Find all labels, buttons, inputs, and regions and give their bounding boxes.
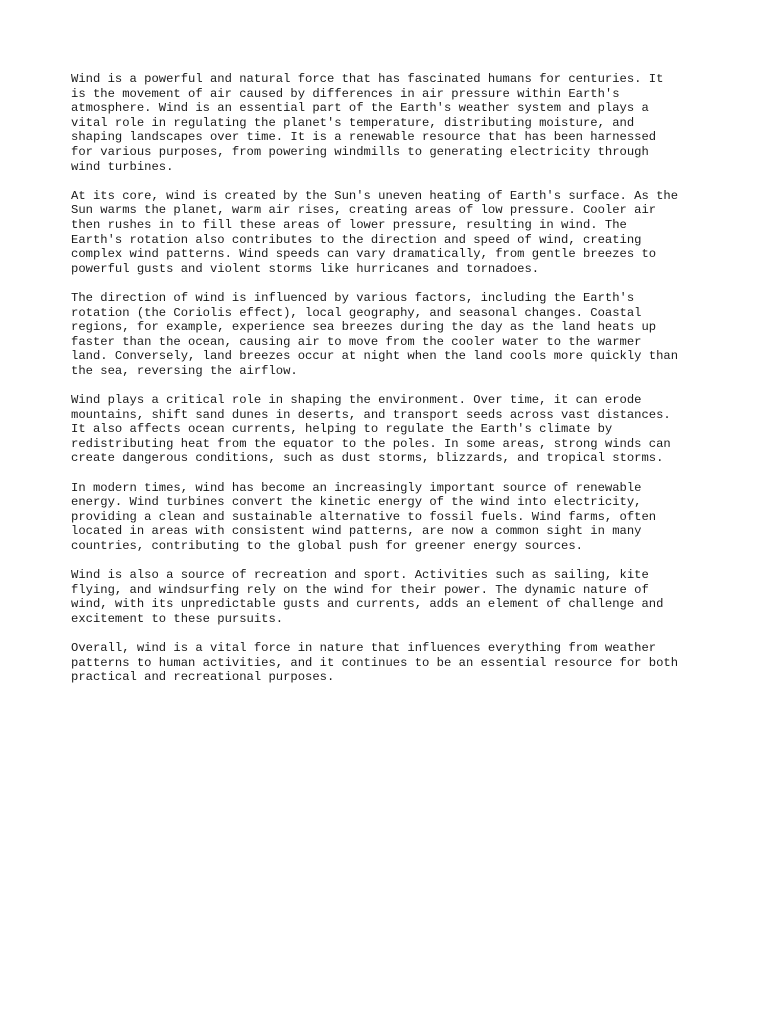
paragraph-conclusion: Overall, wind is a vital force in nature that influences everything from weather patterns to human activities, and it continues to be an essential resource for both practical and recreational purposes. bbox=[71, 641, 679, 685]
paragraph-environment: Wind plays a critical role in shaping the environment. Over time, it can erode mountains, shift sand dunes in deserts, and transport seeds across vast distances. It also affects ocean currents, helping to regulate the Earth's climate by redistributing heat from the equator to the poles. In some areas, strong winds can create dangerous conditions, such as dust storms, blizzards, and tropical storms. bbox=[71, 393, 671, 466]
paragraph-energy: In modern times, wind has become an increasingly important source of renewable energy. Wind turbines convert the kinetic energy of the wind into electricity, providing a clean and sustainable alternative to fossil fuels. Wind farms, often located in areas with consistent wind patterns, are now a common sight in many countries, contributing to the global push for greener energy sources. bbox=[71, 480, 657, 553]
paragraph-recreation: Wind is also a source of recreation and sport. Activities such as sailing, kite flying, and windsurfing rely on the wind for their power. The dynamic nature of wind, with its unpredictable gusts and currents, adds an element of challenge and excitement to these pursuits. bbox=[71, 568, 664, 626]
paragraph-direction: The direction of wind is influenced by various factors, including the Earth's rotation (the Coriolis effect), local geography, and seasonal changes. Coastal regions, for example, experience sea breezes during the day as the land heats up faster than the ocean, causing air to move from the cooler water to the warmer land. Conversely, land breezes occur at night when the land cools more quickly than the sea, reversing the airflow. bbox=[71, 290, 679, 378]
document-body bbox=[71, 72, 711, 700]
paragraph-causes: At its core, wind is created by the Sun's uneven heating of Earth's surface. As the Sun warms the planet, warm air rises, creating areas of low pressure. Cooler air then rushes in to fill these areas of lower pressure, resulting in wind. The Earth's rotation also contributes to the direction and speed of wind, creating complex wind patterns. Wind speeds can vary dramatically, from gentle breezes to powerful gusts and violent storms like hurricanes and tornadoes. bbox=[71, 188, 679, 276]
paragraph-intro: Wind is a powerful and natural force that has fascinated humans for centuries. It is the movement of air caused by differences in air pressure within Earth's atmosphere. Wind is an essential part of the Earth's weather system and plays a vital role in regulating the planet's temperature, distributing moisture, and shaping landscapes over time. It is a renewable resource that has been harnessed for various purposes, from powering windmills to generating electricity through wind turbines. bbox=[71, 72, 664, 174]
